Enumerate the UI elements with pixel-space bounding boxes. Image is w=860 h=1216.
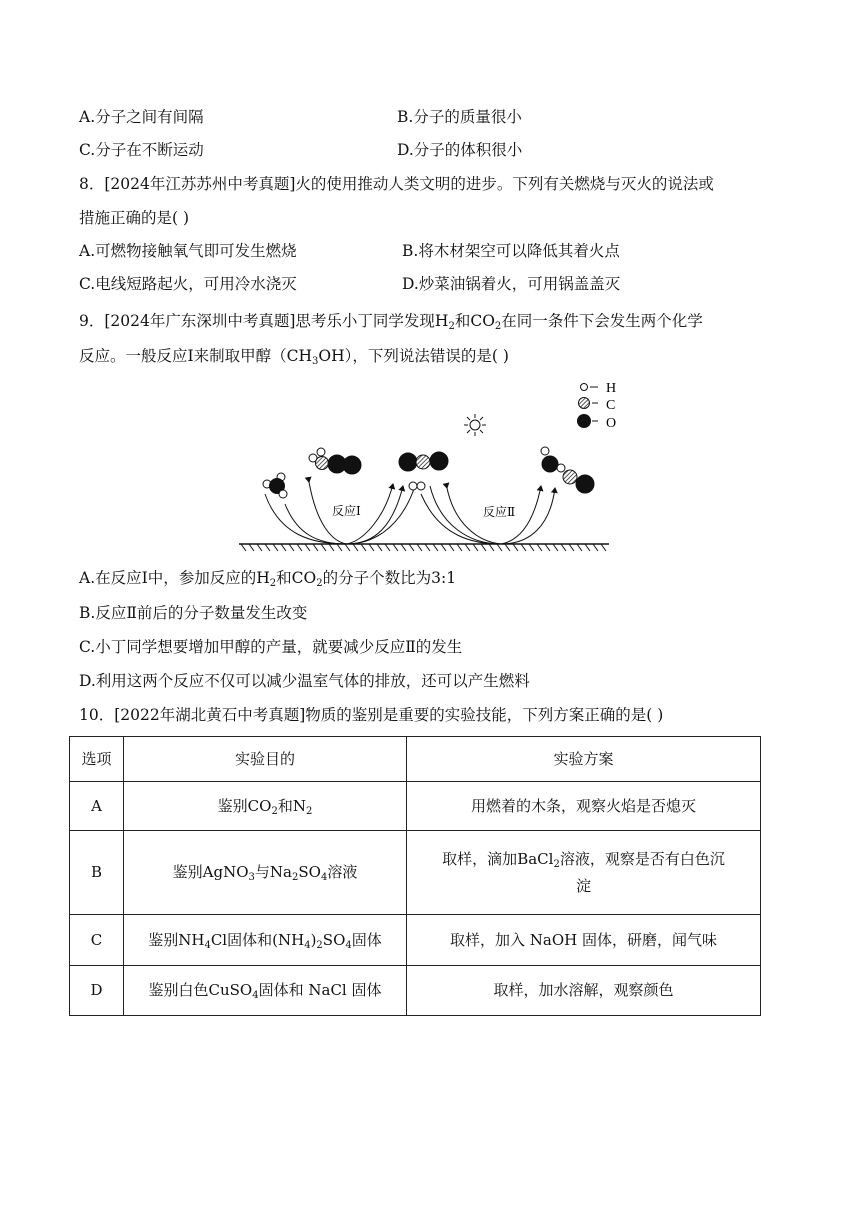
surface-hatch-mark (569, 544, 574, 551)
reaction-2-label: 反应Ⅱ (483, 505, 516, 519)
row-plan: 取样，加入 NaOH 固体，研磨，闻气味 (407, 915, 761, 966)
row-option: B (70, 831, 124, 915)
surface-hatch-mark (433, 544, 438, 551)
surface-hatch-mark (473, 544, 478, 551)
experiment-table (69, 736, 761, 1016)
surface-hatch-mark (257, 544, 262, 551)
q9-and: 和 (454, 312, 471, 330)
surface-hatch-mark (313, 544, 318, 551)
sun-icon (464, 414, 486, 436)
q9-stem-line2 (79, 345, 509, 367)
q9-option-d: D.利用这两个反应不仅可以减少温室气体的排放，还可以产生燃料 (79, 672, 530, 690)
surface-hatch-mark (521, 544, 526, 551)
surface-hatch-mark (281, 544, 286, 551)
header-option: 选项 (70, 737, 124, 782)
surface-hatch-mark (585, 544, 590, 551)
surface-hatch-mark (289, 544, 294, 551)
legend-c-label: C (606, 398, 616, 413)
legend-o-label: O (606, 416, 617, 431)
surface-hatch-mark (505, 544, 510, 551)
reaction-1-label: 反应Ⅰ (332, 504, 361, 518)
surface-hatch-mark (481, 544, 486, 551)
q9-option-b: B.反应Ⅱ前后的分子数量发生改变 (79, 604, 308, 622)
q7-option-a: A.分子之间有间隔 (79, 108, 204, 126)
q7-option-b: B.分子的质量很小 (397, 108, 522, 126)
co2-molecule-center (399, 452, 448, 471)
surface-hatch-mark (529, 544, 534, 551)
q10-stem: 10．[2022年湖北黄石中考真题]物质的鉴别是重要的实验技能，下列方案正确的是( ) (79, 706, 664, 724)
header-plan: 实验方案 (407, 737, 761, 782)
surface-hatch-mark (417, 544, 422, 551)
q7-option-c: C.分子在不断运动 (79, 141, 204, 159)
surface-hatch-mark (401, 544, 406, 551)
surface-hatch-mark (409, 544, 414, 551)
q9-option-a: A.在反应Ⅰ中，参加反应的$H_2$和$CO_2$的分子个数比为3:1 (79, 569, 457, 589)
q8-stem-line1: 8．[2024年江苏苏州中考真题]火的使用推动人类文明的进步。下列有关燃烧与灭火的说法或 (79, 175, 714, 193)
table-row (70, 915, 761, 966)
q9-option-c: C.小丁同学想要增加甲醇的产量，就要减少反应Ⅱ的发生 (79, 638, 463, 656)
surface-hatch-mark (561, 544, 566, 551)
surface-hatch-mark (601, 544, 606, 551)
surface-hatch-mark (449, 544, 454, 551)
surface-hatch-mark (265, 544, 270, 551)
surface-hatch-mark (593, 544, 598, 551)
row-option: D (70, 966, 124, 1016)
surface-hatch-mark (337, 544, 342, 551)
row-purpose: 鉴别$NH_4Cl$固体和$(NH_4)_2SO_4$固体 (124, 915, 407, 966)
surface-hatch-mark (353, 544, 358, 551)
q9-stem-text-a: 9．[2024年广东深圳中考真题]思考乐小丁同学发现 (79, 312, 435, 330)
surface-hatch-mark (537, 544, 542, 551)
q8-option-c: C.电线短路起火，可用冷水浇灭 (79, 275, 297, 293)
surface-hatch-mark (489, 544, 494, 551)
row-option: C (70, 915, 124, 966)
row-option: A (70, 782, 124, 831)
surface-hatch-mark (441, 544, 446, 551)
surface-hatch-mark (425, 544, 430, 551)
header-purpose: 实验目的 (124, 737, 407, 782)
surface-hatch-mark (457, 544, 462, 551)
q9-stem-text-d: ），下列说法错误的是( ) (344, 347, 509, 365)
surface-hatching (241, 544, 606, 551)
surface-hatch-mark (273, 544, 278, 551)
surface-hatch-mark (249, 544, 254, 551)
surface-hatch-mark (361, 544, 366, 551)
table-header-row (70, 737, 761, 782)
row-plan: 取样，加水溶解，观察颜色 (407, 966, 761, 1016)
q8-option-b: B.将木材架空可以降低其着火点 (402, 242, 620, 260)
q7-option-d: D.分子的体积很小 (397, 141, 523, 159)
co2-molecule-left (309, 448, 361, 474)
surface-hatch-mark (369, 544, 374, 551)
molecule-right (541, 447, 594, 493)
surface-hatch-mark (241, 544, 246, 551)
q8-option-a: A.可燃物接触氧气即可发生燃烧 (79, 242, 297, 260)
surface-hatch-mark (385, 544, 390, 551)
h2-molecule (409, 482, 425, 490)
row-purpose: 鉴别$CO_2$和$N_2$ (124, 782, 407, 831)
q9-stem-text-b: 在同一条件下会发生两个化学 (501, 312, 703, 330)
surface-hatch-mark (465, 544, 470, 551)
surface-hatch-mark (305, 544, 310, 551)
q8-stem-line2: 措施正确的是( ) (79, 209, 190, 227)
surface-hatch-mark (553, 544, 558, 551)
surface-hatch-mark (377, 544, 382, 551)
surface-hatch-mark (577, 544, 582, 551)
surface-hatch-mark (297, 544, 302, 551)
row-plan: 用燃着的木条，观察火焰是否熄灭 (407, 782, 761, 831)
q8-option-d: D.炒菜油锅着火，可用锅盖盖灭 (402, 275, 621, 293)
table-row (70, 831, 761, 915)
row-purpose: 鉴别AgNO$_3$与$Na_2SO_4$溶液 (124, 831, 407, 915)
table-row (70, 782, 761, 831)
h2-formula: $H_2$ (434, 312, 455, 332)
co2-formula: $CO_2$ (470, 312, 502, 332)
surface-hatch-mark (393, 544, 398, 551)
table-row (70, 966, 761, 1016)
row-plan: 取样，滴加BaCl$_2$溶液，观察是否有白色沉 淀 (407, 831, 761, 915)
legend (577, 381, 616, 431)
row-purpose: 鉴别白色CuSO$_4$固体和 NaCl 固体 (124, 966, 407, 1016)
surface-hatch-mark (513, 544, 518, 551)
surface-hatch-mark (345, 544, 350, 551)
surface-hatch-mark (329, 544, 334, 551)
reaction-diagram (225, 376, 625, 552)
surface-hatch-mark (497, 544, 502, 551)
surface-hatch-mark (545, 544, 550, 551)
surface-hatch-mark (321, 544, 326, 551)
legend-h-label: H (606, 381, 617, 396)
q9-stem-text-c: 反应。一般反应Ⅰ来制取甲醇（ (79, 347, 287, 365)
ch3oh-formula: $CH_3OH$ (286, 347, 345, 367)
methanol-molecule-left (263, 473, 287, 498)
q9-stem-line1 (79, 310, 703, 332)
